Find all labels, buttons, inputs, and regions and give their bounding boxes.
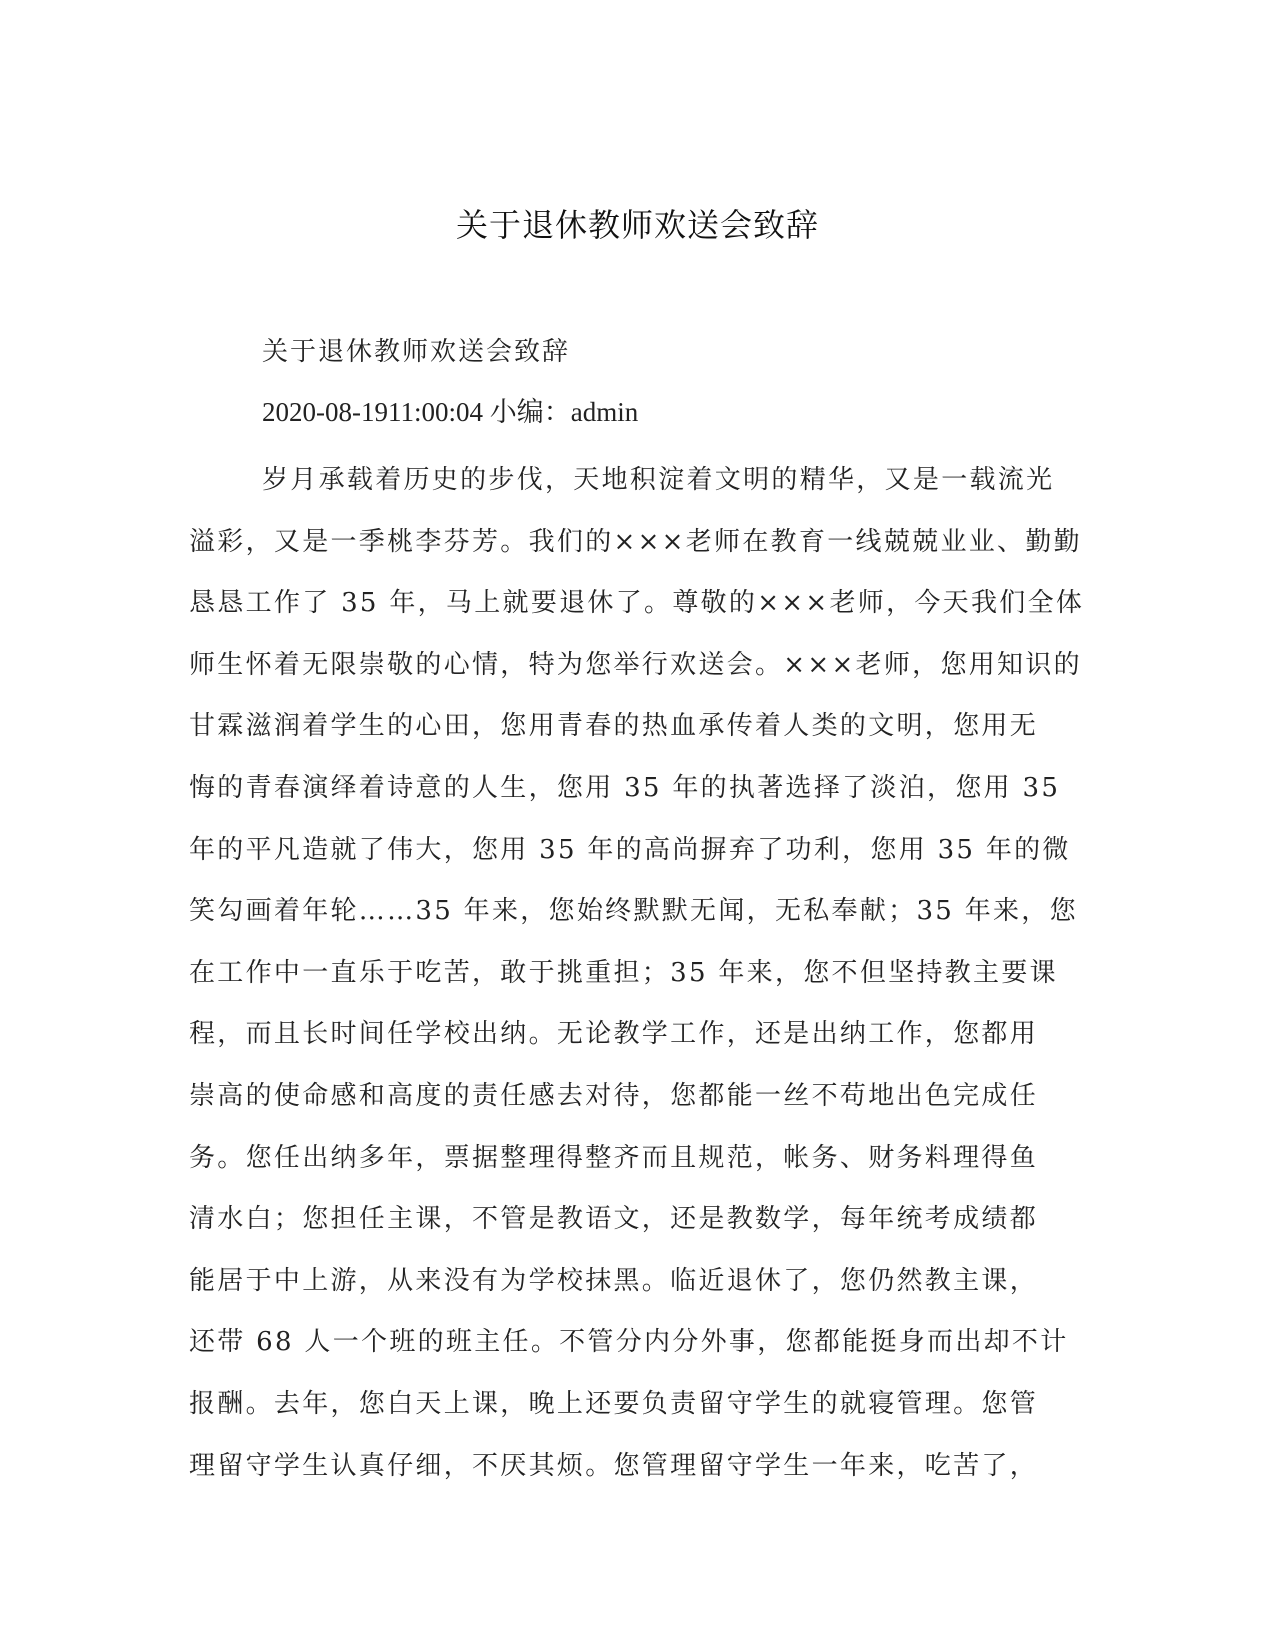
body-line: 悔的青春演绎着诗意的人生，您用 35 年的执著选择了淡泊，您用 35 — [189, 772, 1061, 803]
body-line: 程，而且长时间任学校出纳。无论教学工作，还是出纳工作，您都用 — [189, 1019, 1039, 1050]
document-subtitle: 关于退休教师欢送会致辞 — [262, 337, 571, 367]
body-line: 岁月承载着历史的步伐，天地积淀着文明的精华，又是一载流光 — [262, 465, 1055, 495]
body-line: 还带 68 人一个班的班主任。不管分内分外事，您都能挺身而出却不计 — [189, 1327, 1069, 1358]
body-line: 在工作中一直乐于吃苦，敢于挑重担；35 年来，您不但坚持教主要课 — [189, 957, 1058, 988]
body-line: 务。您任出纳多年，票据整理得整齐而且规范，帐务、财务料理得鱼 — [189, 1142, 1039, 1173]
body-line: 理留守学生认真仔细，不厌其烦。您管理留守学生一年来，吃苦了， — [189, 1450, 1039, 1481]
body-line: 崇高的使命感和高度的责任感去对待，您都能一丝不苟地出色完成任 — [189, 1080, 1039, 1111]
document-title: 关于退休教师欢送会致辞 — [455, 206, 819, 244]
document-meta: 2020-08-1911:00:04 小编：admin — [262, 397, 639, 427]
body-line: 溢彩，又是一季桃李芬芳。我们的×××老师在教育一线兢兢业业、勤勤 — [189, 526, 1082, 557]
body-line: 师生怀着无限崇敬的心情，特为您举行欢送会。×××老师，您用知识的 — [189, 649, 1082, 680]
body-line: 甘霖滋润着学生的心田，您用青春的热血承传着人类的文明，您用无 — [189, 711, 1039, 742]
document-body — [189, 450, 1085, 1497]
body-line: 恳恳工作了 35 年，马上就要退休了。尊敬的×××老师，今天我们全体 — [189, 588, 1085, 619]
body-line: 清水白；您担任主课，不管是教语文，还是教数学，每年统考成绩都 — [189, 1204, 1039, 1235]
body-line: 年的平凡造就了伟大，您用 35 年的高尚摒弃了功利，您用 35 年的微 — [189, 834, 1071, 865]
body-line: 能居于中上游，从来没有为学校抹黑。临近退休了，您仍然教主课， — [189, 1265, 1039, 1296]
body-line: 报酬。去年，您白天上课，晚上还要负责留守学生的就寝管理。您管 — [189, 1388, 1039, 1419]
body-line: 笑勾画着年轮……35 年来，您始终默默无闻，无私奉献；35 年来，您 — [189, 896, 1078, 927]
